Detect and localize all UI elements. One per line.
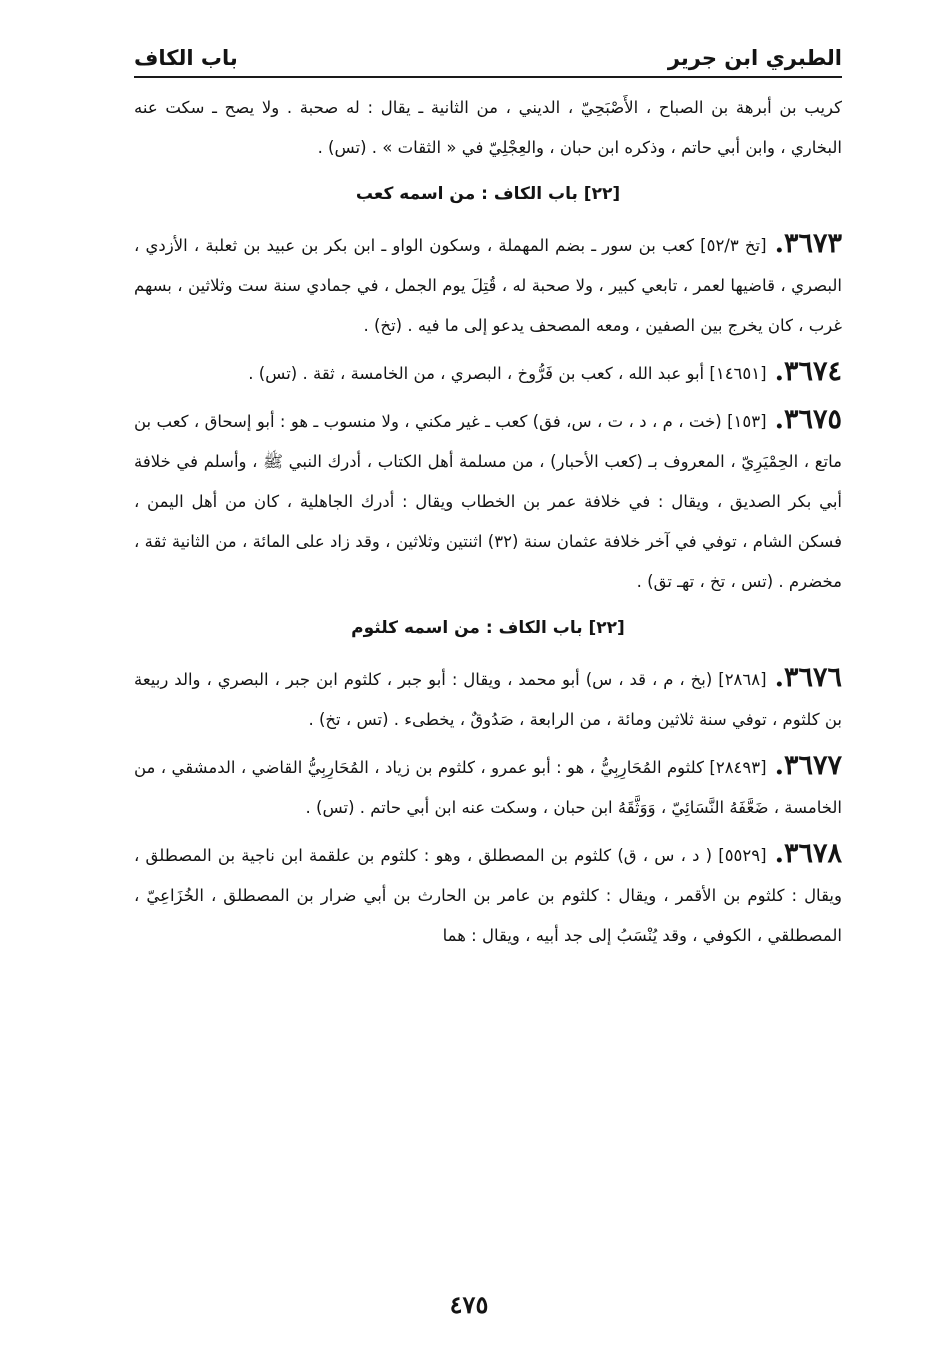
entry-number: ٣٦٧٣. [774, 228, 842, 259]
entry-3674 [134, 352, 842, 394]
entry-3677 [134, 746, 842, 828]
entry-text: [١٤٦٥١] أبو عبد الله ، كعب بن فَرُّوخ ، البصري ، من الخامسة ، ثقة . (تس) . [248, 364, 767, 383]
entry-text: [١٥٣] (خت ، م ، د ، ت ، س، فق) كعب ـ غير مكني ، ولا منسوب ـ هو : أبو إسحاق ، كعب بن ماتع ، الحِمْيَرِيّ ، المعروف بـ (كعب الأحبار) ، من مسلمة أهل الكتاب ، أدرك النبي ﷺ ، وأسلم في خلافة أبي بكر الصديق ، ويقال : في خلافة عمر بن الخطاب ويقال : أدرك الجاهلية ، كان من أهل اليمن ، فسكن الشام ، توفي في آخر خلافة عثمان سنة (٣٢) اثنتين وثلاثين ، وقد زاد على المائة ، من الثانية ثقة ، مخضرم . (تس ، تخ ، تهـ تق) . [134, 412, 842, 591]
entry-text: [تخ ٥٢/٣] كعب بن سور ـ بضم المهملة ، وسكون الواو ـ ابن بكر بن عبيد بن ثعلبة ، الأزدي ، البصري ، قاضيها لعمر ، تابعي كبير ، ولا صحبة له ، قُتِلَ يوم الجمل ، في جمادي سنة ست وثلاثين ، بسهم غرب ، كان يخرج بين الصفين ، ومعه المصحف يدعو إلى ما فيه . (تخ) . [134, 236, 842, 335]
section-heading-kaab: [٢٢] باب الكاف : من اسمه كعب [355, 184, 621, 204]
entry-text: [٥٥٢٩] ( د ، س ، ق) كلثوم بن المصطلق ، وهو : كلثوم بن علقمة ابن ناجية بن المصطلق ، ويقال : كلثوم بن الأقمر ، ويقال : كلثوم بن عامر بن الحارث بن أبي ضرار بن المصطلق ، الخُزَاعِيّ ، المصطلقي ، الكوفي ، وقد يُنْسَبُ إلى جد أبيه ، ويقال : هما [134, 846, 842, 945]
entry-text: [٢٨٦٨] (بخ ، م ، قد ، س) أبو محمد ، ويقال : أبو جبر ، كلثوم ابن جبر ، البصري ، والد ربيعة بن كلثوم ، توفي سنة ثلاثين ومائة ، من الرابعة ، صَدُوقٌ ، يخطىء . (تس ، تخ) . [134, 670, 842, 729]
entry-number: ٣٦٧٤. [774, 356, 842, 387]
header-rule [134, 76, 842, 78]
entry-3673 [134, 224, 842, 346]
entry-text: [٢٨٤٩٣] كلثوم المُحَارِبِيُّ ، هو : أبو عمرو ، كلثوم بن زياد ، المُحَارِبِيُّ القاضي ، الدمشقي ، من الخامسة ، ضَعَّفَهُ النَّسَائِيّ ، وَوَثَّقَهُ ابن حبان ، وسكت عنه ابن أبي حاتم . (تس) . [134, 758, 842, 817]
entry-number: ٣٦٧٥. [774, 404, 842, 435]
entry-3675 [134, 400, 842, 602]
header-chapter-title: باب الكاف [134, 46, 238, 70]
section-heading-kulthum: [٢٢] باب الكاف : من اسمه كلثوم [351, 618, 625, 638]
running-header [134, 30, 842, 70]
page-body [134, 88, 842, 962]
continuation-paragraph: كريب بن أبرهة بن الصباح ، الأَصْبَحِيّ ، الديني ، من الثانية ـ يقال : له صحبة . ولا يصح ـ سكت عنه البخاري ، وابن أبي حاتم ، وذكره ابن حبان ، والعِجْلِيّ في « الثقات » . (تس) . [134, 98, 842, 157]
entry-3678 [134, 834, 842, 956]
entry-3676 [134, 658, 842, 740]
page-number: ٤٧٥ [449, 1290, 489, 1319]
entry-number: ٣٦٧٧. [774, 750, 842, 781]
header-book-title: الطبري ابن جرير [667, 46, 842, 70]
entry-number: ٣٦٧٦. [774, 662, 842, 693]
entry-number: ٣٦٧٨. [774, 838, 842, 869]
